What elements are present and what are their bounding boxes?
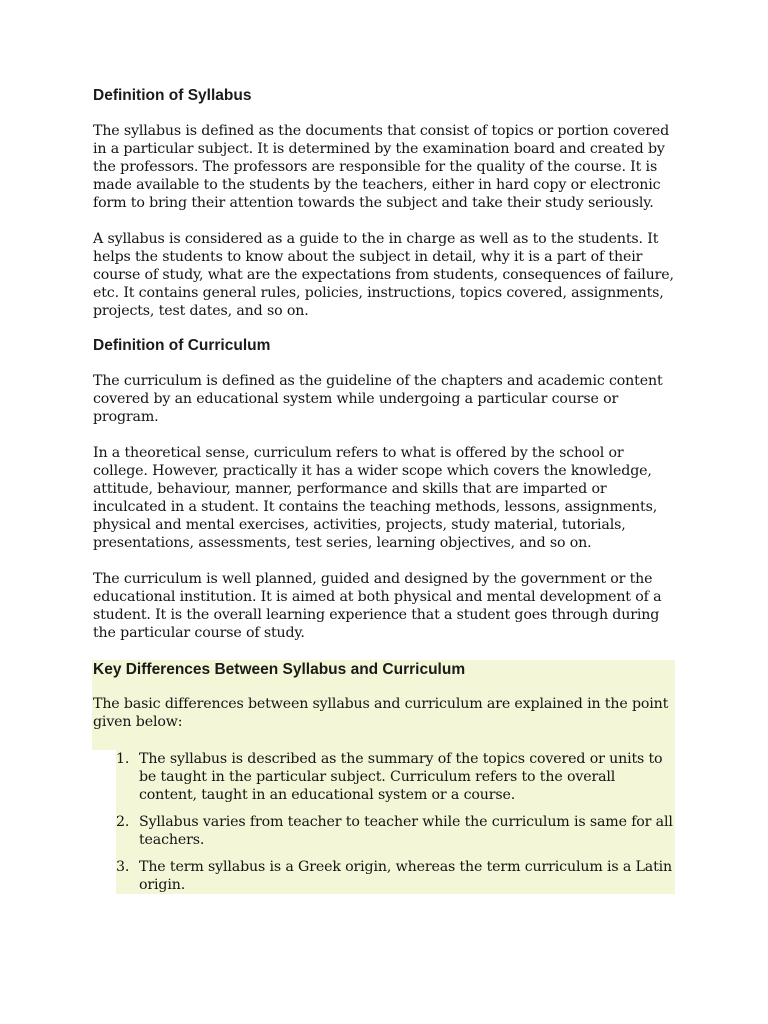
list-item-text: Syllabus varies from teacher to teacher while the curriculum is same for all teachers. (139, 814, 673, 848)
key-differences-section (93, 660, 678, 894)
list-item-number: 3. (116, 859, 130, 875)
differences-list-highlight (116, 750, 675, 894)
list-item (116, 813, 675, 849)
syllabus-heading: Definition of Syllabus (93, 87, 252, 104)
curriculum-paragraph-2: In a theoretical sense, curriculum refers to what is offered by the school or college. However, practically it has a wider scope which covers the knowledge, attitude, behaviour, manner, performance and skills that are imparted or inculcated in a student. It contains the teaching methods, lessons, assignments, physical and mental exercises, activities, projects, study material, tutorials, presentations, assessments, test series, learning objectives, and so on. (93, 445, 658, 551)
curriculum-paragraph-3: The curriculum is well planned, guided and designed by the government or the educational institution. It is aimed at both physical and mental development of a student. It is the overall learning experience that a student goes through during the particular course of study. (93, 571, 662, 641)
list-item (116, 858, 675, 894)
list-item-text: The term syllabus is a Greek origin, whereas the term curriculum is a Latin origin. (139, 859, 673, 893)
syllabus-paragraph-1: The syllabus is defined as the documents that consist of topics or portion covered in a particular subject. It is determined by the examination board and created by the professors. The professors are responsible for the quality of the course. It is made available to the students by the teachers, either in hard copy or electronic form to bring their attention towards the subject and take their study seriously. (93, 123, 670, 211)
list-item-text: The syllabus is described as the summary of the topics covered or units to be taught in the particular subject. Curriculum refers to the overall content, taught in an educational system or a course. (139, 751, 663, 803)
key-differences-intro: The basic differences between syllabus and curriculum are explained in the point given below: (93, 696, 669, 730)
curriculum-heading: Definition of Curriculum (93, 337, 271, 354)
differences-list (116, 750, 675, 894)
list-item-number: 1. (116, 751, 130, 767)
document-page (93, 86, 678, 894)
list-item (116, 750, 675, 804)
key-differences-heading: Key Differences Between Syllabus and Curriculum (93, 661, 466, 678)
key-differences-highlight (92, 660, 675, 750)
syllabus-paragraph-2: A syllabus is considered as a guide to the in charge as well as to the students. It helps the students to know about the subject in detail, why it is a part of their course of study, what are the expectations from students, consequences of failure, etc. It contains general rules, policies, instructions, topics covered, assignments, projects, test dates, and so on. (93, 231, 674, 319)
curriculum-paragraph-1: The curriculum is defined as the guideline of the chapters and academic content covered by an educational system while undergoing a particular course or program. (93, 373, 663, 425)
list-item-number: 2. (116, 814, 130, 830)
